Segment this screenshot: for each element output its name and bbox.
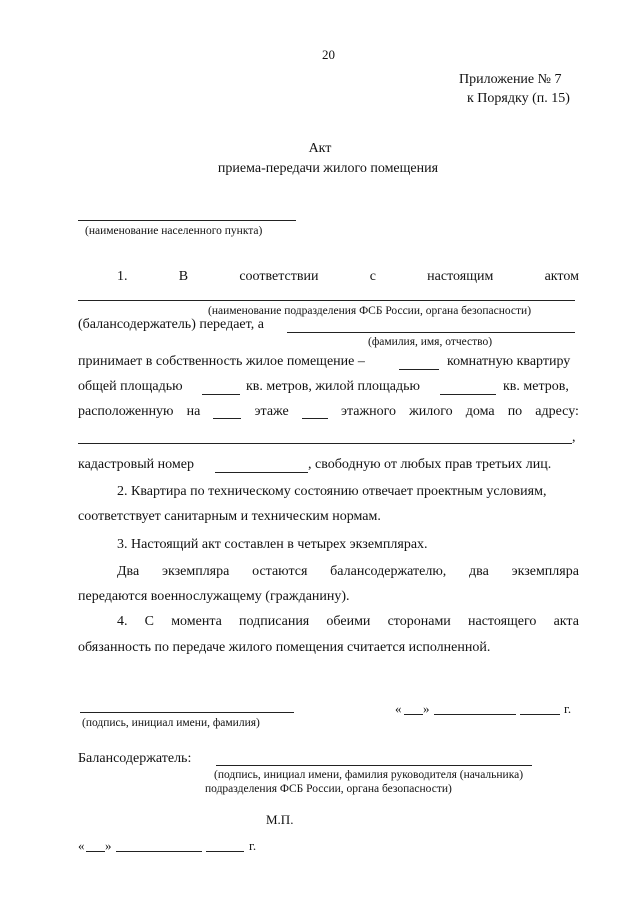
total-area-label: общей площадью [78, 379, 183, 394]
document-subtitle: приема-передачи жилого помещения [217, 161, 439, 176]
rooms-count-line [399, 369, 439, 370]
clause3-line1: 3. Настоящий акт составлен в четырех экземплярах. [117, 537, 428, 552]
floor-word: жилого [409, 404, 453, 419]
date-month-line [434, 714, 516, 715]
settlement-caption: (наименование населенного пункта) [85, 225, 263, 237]
clause3-word: балансодержателю, [330, 564, 447, 579]
cadastral-number-line [215, 472, 308, 473]
holder-label: Балансодержатель: [78, 751, 192, 766]
settlement-line [78, 220, 296, 221]
bottom-date-day-line [86, 851, 105, 852]
bottom-date-quote-close: » [105, 838, 112, 853]
clause1-word: настоящим [427, 269, 494, 284]
appendix-reference: к Порядку (п. 15) [467, 91, 570, 106]
transfer-text: (балансодержатель) передает, а [78, 317, 264, 332]
clause4-line1 [117, 614, 579, 630]
floor-word: на [186, 404, 201, 419]
clause2-line1: 2. Квартира по техническому состоянию отвечает проектным условиям, [117, 484, 547, 499]
clause4-line2: обязанность по передаче жилого помещения считается исполненной. [78, 640, 491, 655]
holder-caption-2: подразделения ФСБ России, органа безопасности) [205, 783, 452, 795]
date-year-line [520, 714, 560, 715]
bottom-date-year-line [206, 851, 244, 852]
clause1-word: актом [544, 269, 579, 284]
floor-word: этаже [254, 404, 289, 419]
date-year-suffix: г. [564, 701, 572, 716]
clause1-word: с [369, 269, 376, 284]
recipient-signature-caption: (подпись, инициал имени, фамилия) [82, 717, 260, 729]
recipient-signature-line [80, 712, 294, 713]
address-comma: , [572, 430, 576, 445]
floor-blank [213, 404, 241, 419]
clause3-word: остаются [252, 564, 308, 579]
clause3-word: Два [117, 564, 140, 579]
floor-word: расположенную [78, 404, 174, 419]
ownership-text-right: комнатную квартиру [447, 354, 571, 369]
holder-signature-line [216, 765, 532, 766]
floor-word: дома [465, 404, 495, 419]
clause3-word: экземпляра [161, 564, 230, 579]
living-area-label: кв. метров, жилой площадью [246, 379, 420, 394]
page-number: 20 [322, 47, 335, 62]
clause4-word: С [144, 614, 155, 629]
clause1-first-line [117, 269, 579, 285]
cadastral-label: кадастровый номер [78, 457, 194, 472]
recipient-name-caption: (фамилия, имя, отчество) [368, 336, 493, 348]
bottom-date-quote-open: « [78, 838, 85, 853]
floor-word: по [507, 404, 523, 419]
date-day-line [404, 714, 423, 715]
holder-caption-1: (подпись, инициал имени, фамилия руководителя (начальника) [214, 769, 524, 781]
total-area-line [202, 394, 240, 395]
floor-word: этажного [340, 404, 397, 419]
stamp-place: М.П. [266, 812, 294, 827]
clause4-word: 4. [117, 614, 128, 629]
cadastral-suffix: , свободную от любых прав третьих лиц. [308, 457, 552, 472]
bottom-date-year-suffix: г. [249, 838, 257, 853]
floors-total-blank [302, 404, 328, 419]
clause4-word: акта [553, 614, 579, 629]
clause1-word: 1. [117, 269, 128, 284]
clause3-line2 [117, 564, 579, 580]
living-area-line [440, 394, 496, 395]
clause2-line2: соответствует санитарным и техническим нормам. [78, 509, 381, 524]
date-quote-open: « [395, 701, 402, 716]
fsb-unit-line [78, 300, 575, 301]
ownership-text: принимает в собственность жилое помещение – [78, 354, 365, 369]
clause1-word: В [178, 269, 189, 284]
date-quote-close: » [423, 701, 430, 716]
clause4-word: подписания [239, 614, 310, 629]
clause4-word: настоящего [467, 614, 537, 629]
address-line [78, 443, 572, 444]
clause1-word: соответствии [239, 269, 319, 284]
appendix-title: Приложение № 7 [459, 72, 562, 87]
recipient-name-line [287, 332, 575, 333]
bottom-date-month-line [116, 851, 202, 852]
document-title: Акт [308, 141, 332, 156]
clause3-line3: передаются военнослужащему (гражданину). [78, 589, 350, 604]
area-unit-label: кв. метров, [503, 379, 569, 394]
clause3-word: два [469, 564, 489, 579]
clause4-word: обеими [326, 614, 371, 629]
clause4-word: сторонами [387, 614, 451, 629]
fsb-unit-caption: (наименование подразделения ФСБ России, органа безопасности) [208, 305, 532, 317]
floor-line [78, 404, 579, 420]
floor-word: адресу: [535, 404, 579, 419]
clause3-word: экземпляра [511, 564, 579, 579]
clause4-word: момента [171, 614, 222, 629]
